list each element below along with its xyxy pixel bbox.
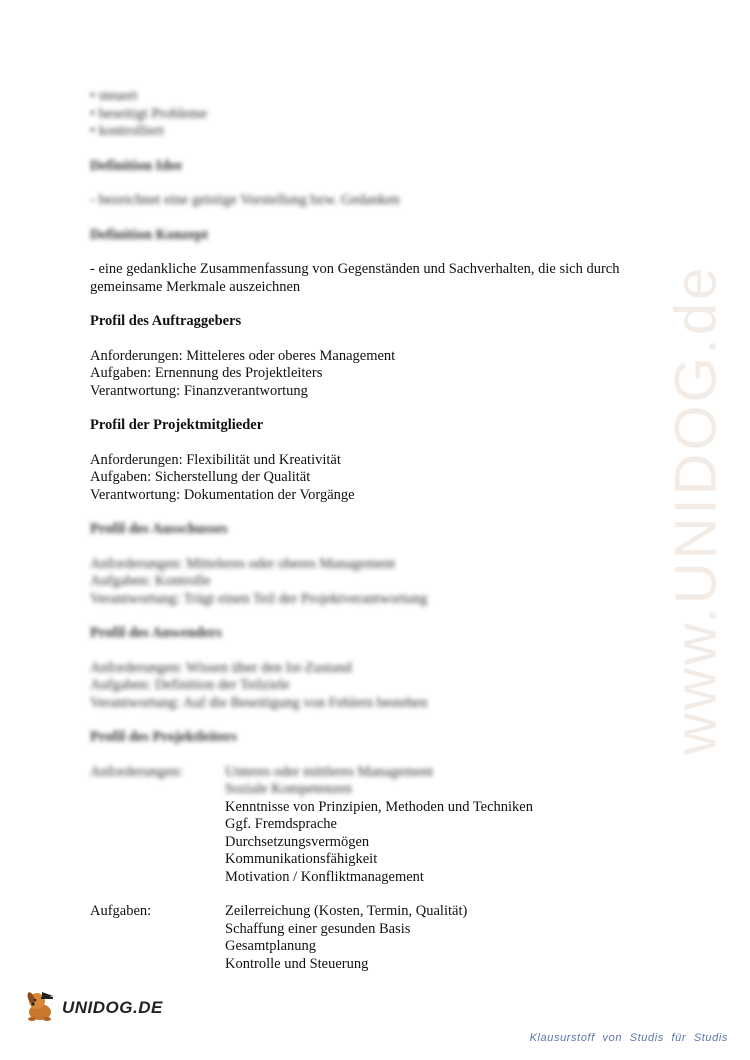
profil-anwender-line: Anforderungen: Wissen über den Ist-Zustand [90,659,352,676]
footer-logo [22,988,163,1028]
dog-mascot-icon [22,988,58,1028]
section-heading-definition-idee: Definition Idee [90,157,183,174]
profil-auftraggeber-line: Anforderungen: Mitteleres oder oberes Management [90,347,396,364]
section-heading-profil-projektmitglieder: Profil der Projektmitglieder [90,417,264,433]
profil-anwender-line: Aufgaben: Definition der Teilziele [90,677,290,693]
anforderungen-label: Anforderungen: [90,763,183,780]
aufgaben-item: Kontrolle und Steuerung [225,955,369,972]
profil-anwender-line: Verantwortung: Auf die Beseitigung von Fehlern bestehen [90,694,428,711]
profil-ausschuss-line: Aufgaben: Kontrolle [90,573,211,589]
profil-projektmitglieder-line: Aufgaben: Sicherstellung der Qualität [90,469,311,485]
section-heading-profil-auftraggeber: Profil des Auftraggebers [90,313,242,329]
profil-ausschuss-line: Verantwortung: Trägt einen Teil der Projektverantwortung [90,590,428,607]
section-heading-profil-anwender: Profil des Anwenders [90,625,222,641]
watermark-text: www.UNIDOG.de [663,264,729,756]
aufgaben-label: Aufgaben: [90,903,152,919]
logo-text: UNIDOG.DE [62,998,163,1017]
list-item: • steuert [90,88,138,104]
profil-ausschuss-line: Anforderungen: Mitteleres oder oberes Management [90,555,396,572]
profil-auftraggeber-line: Verantwortung: Finanzverantwortung [90,382,308,399]
profil-projektmitglieder-line: Anforderungen: Flexibilität und Kreativität [90,451,341,468]
profil-ausschuss-block [90,556,690,609]
section-heading-profil-projektleiter: Profil des Projektleiters [90,729,237,745]
section-heading-profil-ausschuss: Profil des Ausschusses [90,521,228,537]
profil-auftraggeber-line: Aufgaben: Ernennung des Projektleiters [90,365,323,381]
anforderungen-item: Kommunikationsfähigkeit [225,851,378,867]
list-item: • beseitigt Probleme [90,105,208,122]
profil-anwender-block [90,660,690,713]
watermark [656,264,736,756]
anforderungen-item: Durchsetzungsvermögen [225,833,370,850]
anforderungen-item: Motivation / Konfliktmanagement [225,868,424,885]
document-page [90,88,690,973]
aufgaben-item: Zeilerreichung (Kosten, Termin, Qualität) [225,903,468,919]
blurred-bullet-list [90,88,690,141]
footer-tagline: Klausurstoff von Studis für Studis [529,1032,728,1044]
anforderungen-item: Kenntnisse von Prinzipien, Methoden und Techniken [225,798,533,815]
projektleiter-anforderungen-row [90,764,690,782]
aufgaben-item: Schaffung einer gesunden Basis [225,920,411,937]
definition-idee-text: - bezeichnet eine geistige Vorstellung bzw. Gedanken [90,192,400,208]
anforderungen-item: Ggf. Fremdsprache [225,816,337,832]
anforderungen-blurred-item: Soziale Kompetenzen [225,781,352,797]
anforderungen-blurred-item: Unteres oder mittleres Management [225,763,434,780]
profil-projektmitglieder-line: Verantwortung: Dokumentation der Vorgänge [90,486,355,503]
definition-konzept-text: - eine gedankliche Zusammenfassung von Gegenständen und Sachverhalten, die sich durch gemeinsame Merkmale auszeichnen [90,261,620,295]
section-heading-definition-konzept: Definition Konzept [90,226,209,243]
list-item: • kontrolliert [90,123,164,139]
aufgaben-item: Gesamtplanung [225,938,317,954]
projektleiter-aufgaben-row [90,903,690,921]
